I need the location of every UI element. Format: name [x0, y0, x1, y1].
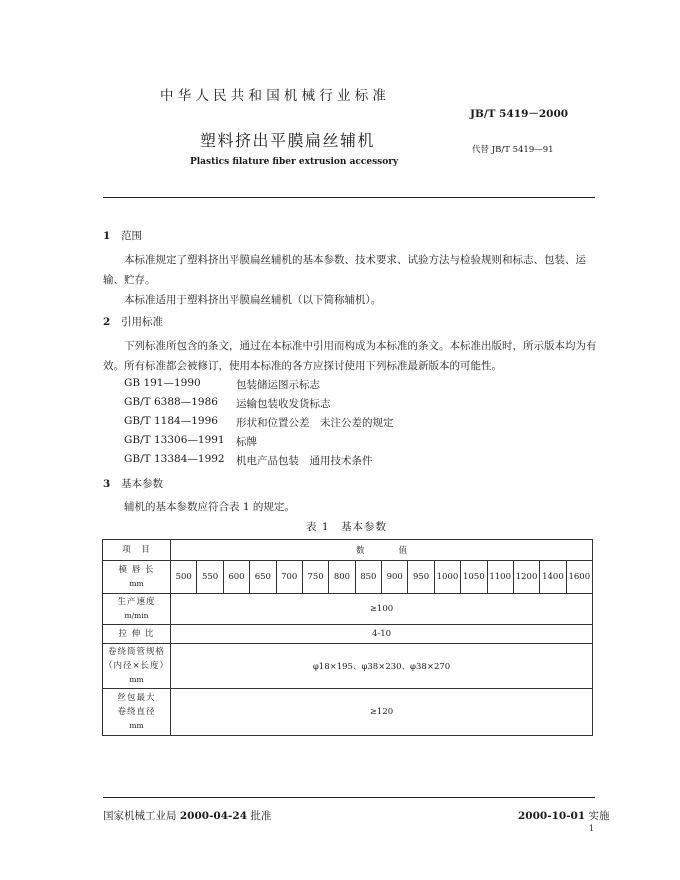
- approve-date: 2000-04-24: [179, 810, 248, 822]
- title-english: Plastics filature fiber extrusion accessory: [190, 157, 399, 167]
- row-label-production-speed: [103, 594, 171, 625]
- ref-name: 运输包装收发货标志: [236, 398, 331, 410]
- header-divider: [103, 197, 595, 198]
- ref-name: 形状和位置公差 未注公差的规定: [236, 417, 394, 429]
- standard-number: JB/T 5419－2000: [470, 108, 569, 120]
- table-row: [103, 625, 593, 644]
- length-cell: 1200: [513, 561, 539, 594]
- section-1-para-2: 本标准适用于塑料挤出平膜扁丝辅机（以下简称辅机）。: [124, 294, 382, 306]
- unit-text: mm: [129, 675, 144, 684]
- footer-approval: [103, 808, 271, 823]
- table-row: [103, 689, 593, 736]
- length-cell: 850: [355, 561, 381, 594]
- ref-code: GB/T 6388—1986: [124, 396, 218, 408]
- length-cell: 1000: [434, 561, 460, 594]
- label-text: 生产速度: [117, 597, 156, 607]
- header-item: 项 目: [103, 540, 171, 561]
- implementation-date: 2000-10-01: [518, 810, 586, 822]
- package-diameter-value: ≥120: [171, 689, 593, 736]
- table-row: [103, 561, 593, 594]
- length-cell: 1100: [487, 561, 513, 594]
- page-number: 1: [589, 824, 595, 833]
- table-row: [103, 644, 593, 689]
- unit-text: mm: [129, 721, 144, 730]
- length-cell: 550: [197, 561, 223, 594]
- section-2-title: 引用标准: [121, 316, 163, 328]
- length-cell: 700: [276, 561, 302, 594]
- header-value: 数 值: [171, 540, 593, 561]
- length-cell: 750: [302, 561, 328, 594]
- length-cell: 1600: [566, 561, 592, 594]
- section-1-title: 范围: [121, 230, 142, 242]
- bobbin-spec-value: φ18×195、φ38×230、φ38×270: [171, 644, 593, 689]
- label-text: 卷绕直径: [117, 707, 156, 717]
- footer-implementation: [518, 808, 610, 823]
- replaces-standard: 代替 JB/T 5419—91: [472, 145, 554, 155]
- ref-name: 机电产品包装 通用技术条件: [236, 455, 373, 467]
- table-caption: 表 1 基本参数: [306, 521, 388, 533]
- section-3-title: 基本参数: [121, 478, 163, 490]
- section-3-para: 辅机的基本参数应符合表 1 的规定。: [124, 501, 295, 513]
- row-label-bobbin-spec: [103, 644, 171, 689]
- row-label-stretch-ratio: 拉 伸 比: [103, 625, 171, 644]
- speed-value: ≥100: [171, 594, 593, 625]
- table-row: [103, 540, 593, 561]
- length-cell: 1400: [540, 561, 566, 594]
- unit-text: m/min: [124, 611, 149, 620]
- label-text: （内径×长度）: [103, 661, 170, 671]
- section-1-para-1: 本标准规定了塑料挤出平膜扁丝辅机的基本参数、技术要求、试验方法与检验规则和标志、包装、运输、贮存。: [103, 254, 586, 286]
- length-cell: 800: [329, 561, 355, 594]
- ref-name: 包装储运图示标志: [236, 379, 320, 391]
- ref-code: GB/T 1184—1996: [124, 415, 218, 427]
- table-row: [103, 594, 593, 625]
- implementation-word: 实施: [588, 810, 610, 822]
- ref-code: GB 191—1990: [124, 377, 201, 389]
- row-label-max-package-diameter: [103, 689, 171, 736]
- ref-code: GB/T 13384—1992: [124, 453, 225, 465]
- section-2-heading: [103, 314, 163, 329]
- section-1-heading: [103, 228, 142, 243]
- length-cell: 600: [223, 561, 249, 594]
- length-cell: 900: [382, 561, 408, 594]
- label-text: 卷绕筒管规格: [107, 647, 165, 657]
- section-1-number: 1: [103, 230, 111, 242]
- section-2-number: 2: [103, 316, 111, 328]
- label-text: 模 唇 长: [118, 565, 155, 575]
- length-cell: 950: [408, 561, 434, 594]
- length-cell: 650: [250, 561, 276, 594]
- label-text: 丝包最大: [117, 693, 156, 703]
- issuer: 国家机械工业局: [103, 810, 177, 822]
- section-3-heading: [103, 476, 163, 491]
- basic-parameters-table: [102, 539, 593, 736]
- ref-code: GB/T 13306—1991: [124, 434, 225, 446]
- length-cell: 500: [171, 561, 197, 594]
- footer-divider: [103, 797, 595, 798]
- ratio-value: 4-10: [171, 625, 593, 644]
- approve-word: 批准: [250, 810, 272, 822]
- title-chinese: 塑料挤出平膜扁丝辅机: [200, 131, 376, 150]
- section-3-number: 3: [103, 478, 111, 490]
- row-label-die-lip-length: [103, 561, 171, 594]
- unit-text: mm: [129, 579, 144, 588]
- length-cell: 1050: [461, 561, 487, 594]
- section-2-para: 下列标准所包含的条文，通过在本标准中引用而构成为本标准的条文。本标准出版时，所示版本均为有效。所有标准都会被修订，使用本标准的各方应探讨使用下列标准最新版本的可能性。: [103, 340, 597, 372]
- ref-name: 标牌: [236, 436, 257, 448]
- issuing-organization: 中华人民共和国机械行业标准: [160, 88, 391, 104]
